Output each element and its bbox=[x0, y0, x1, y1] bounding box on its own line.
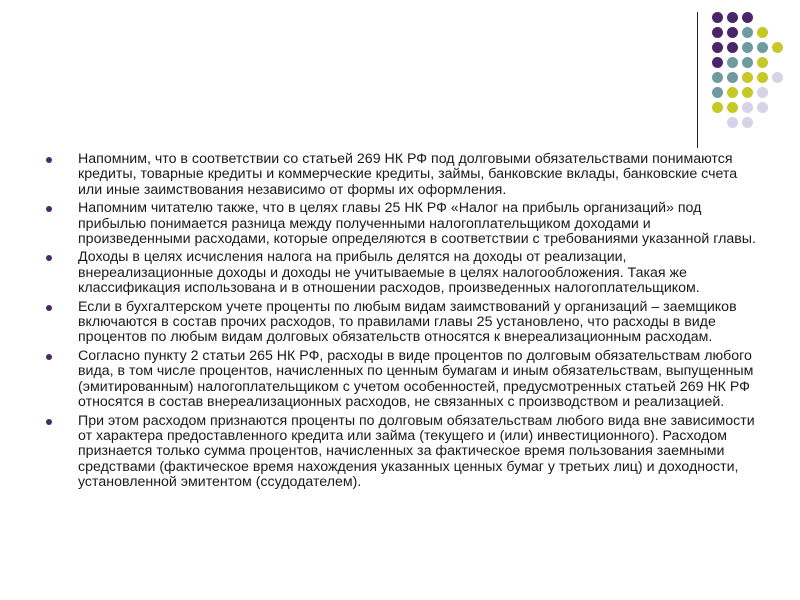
decorative-dot bbox=[742, 102, 753, 113]
decorative-dot bbox=[712, 87, 723, 98]
decorative-dot bbox=[772, 72, 783, 83]
bullet-text: Если в бухгалтерском учете проценты по любым видам заимствований у организаций – заемщиков включаются в состав прочих расходов, то правилами главы 25 установлено, что расходы в виде процентов по любым видам долговых обязательств относятся к внереализационным расходам. bbox=[78, 298, 737, 346]
decorative-dot bbox=[757, 102, 768, 113]
decorative-dot bbox=[742, 12, 753, 23]
decorative-dot bbox=[757, 87, 768, 98]
decorative-dot bbox=[712, 72, 723, 83]
decorative-dot bbox=[727, 27, 738, 38]
bullet-item bbox=[40, 349, 760, 411]
bullet-icon bbox=[46, 419, 52, 425]
bullet-icon bbox=[46, 255, 52, 261]
decorative-dot bbox=[727, 117, 738, 128]
decorative-dot bbox=[757, 72, 768, 83]
bullet-item bbox=[40, 201, 760, 247]
decorative-dot bbox=[742, 42, 753, 53]
decorative-dot bbox=[727, 102, 738, 113]
bullet-icon bbox=[46, 354, 52, 360]
decorative-dot bbox=[727, 57, 738, 68]
bullet-text: Согласно пункту 2 статьи 265 НК РФ, расходы в виде процентов по долговым обязательствам любого вида, в том числе процентов, начисленных по ценным бумагам и иным обязательствам, выпущенным (эмитированным) налогоплательщиком с учетом особенностей, предусмотренных статьей 269 НК РФ относятся в состав внереализационных расходов, не связанных с производством и реализацией. bbox=[78, 347, 754, 411]
decorative-dot bbox=[727, 12, 738, 23]
bullet-item bbox=[40, 250, 760, 296]
bullet-text: Доходы в целях исчисления налога на прибыль делятся на доходы от реализации, внереализационные доходы и доходы не учитываемые в целях налогообложения. Такая же классификация использована и в отношении расходов, произведенных налогоплательщиком. bbox=[78, 249, 700, 297]
decorative-dot bbox=[772, 42, 783, 53]
decorative-dot bbox=[757, 42, 768, 53]
bullet-text: Напомним, что в соответствии со статьей 269 НК РФ под долговыми обязательствами понимаются кредиты, товарные кредиты и коммерческие кредиты, займы, банковские вклады, банковские счета или иные заимствования независимо от формы их оформления. bbox=[78, 151, 738, 198]
decorative-divider-line bbox=[697, 12, 698, 148]
decorative-dot bbox=[742, 72, 753, 83]
decorative-dot bbox=[742, 87, 753, 98]
decorative-dot bbox=[712, 12, 723, 23]
bullet-text: Напомним читателю также, что в целях главы 25 НК РФ «Налог на прибыль организаций» под прибылью понимается разница между полученными налогоплательщиком доходами и произведенными расходами, которые определяются в соответствии с требованиями указанной главы. bbox=[78, 200, 756, 248]
decorative-dot bbox=[727, 42, 738, 53]
decorative-dot bbox=[757, 27, 768, 38]
bullet-item bbox=[40, 414, 760, 491]
bullet-text: При этом расходом признаются проценты по долговым обязательствам любого вида вне зависимости от характера предоставленного кредита или займа (текущего и (или) инвестиционного). Расходом признается только сумма процентов, начисленных за фактическое время пользования заемными средствами (фактическое время нахождения указанных ценных бумаг у третьих лиц) и доходности, установленной эмитентом (ссудодателем). bbox=[78, 412, 755, 491]
bullet-item bbox=[40, 300, 760, 346]
bullet-icon bbox=[46, 157, 52, 163]
decorative-dot bbox=[742, 117, 753, 128]
decorative-dot bbox=[712, 57, 723, 68]
decorative-dot bbox=[757, 57, 768, 68]
decorative-dot bbox=[712, 102, 723, 113]
bullet-icon bbox=[46, 305, 52, 311]
decorative-dot bbox=[727, 72, 738, 83]
decorative-dot bbox=[742, 27, 753, 38]
decorative-dot bbox=[742, 57, 753, 68]
decorative-dot bbox=[712, 27, 723, 38]
bullet-icon bbox=[46, 206, 52, 212]
decorative-dot bbox=[712, 42, 723, 53]
bullet-list bbox=[40, 152, 760, 494]
bullet-item bbox=[40, 152, 760, 198]
decorative-dot bbox=[727, 87, 738, 98]
